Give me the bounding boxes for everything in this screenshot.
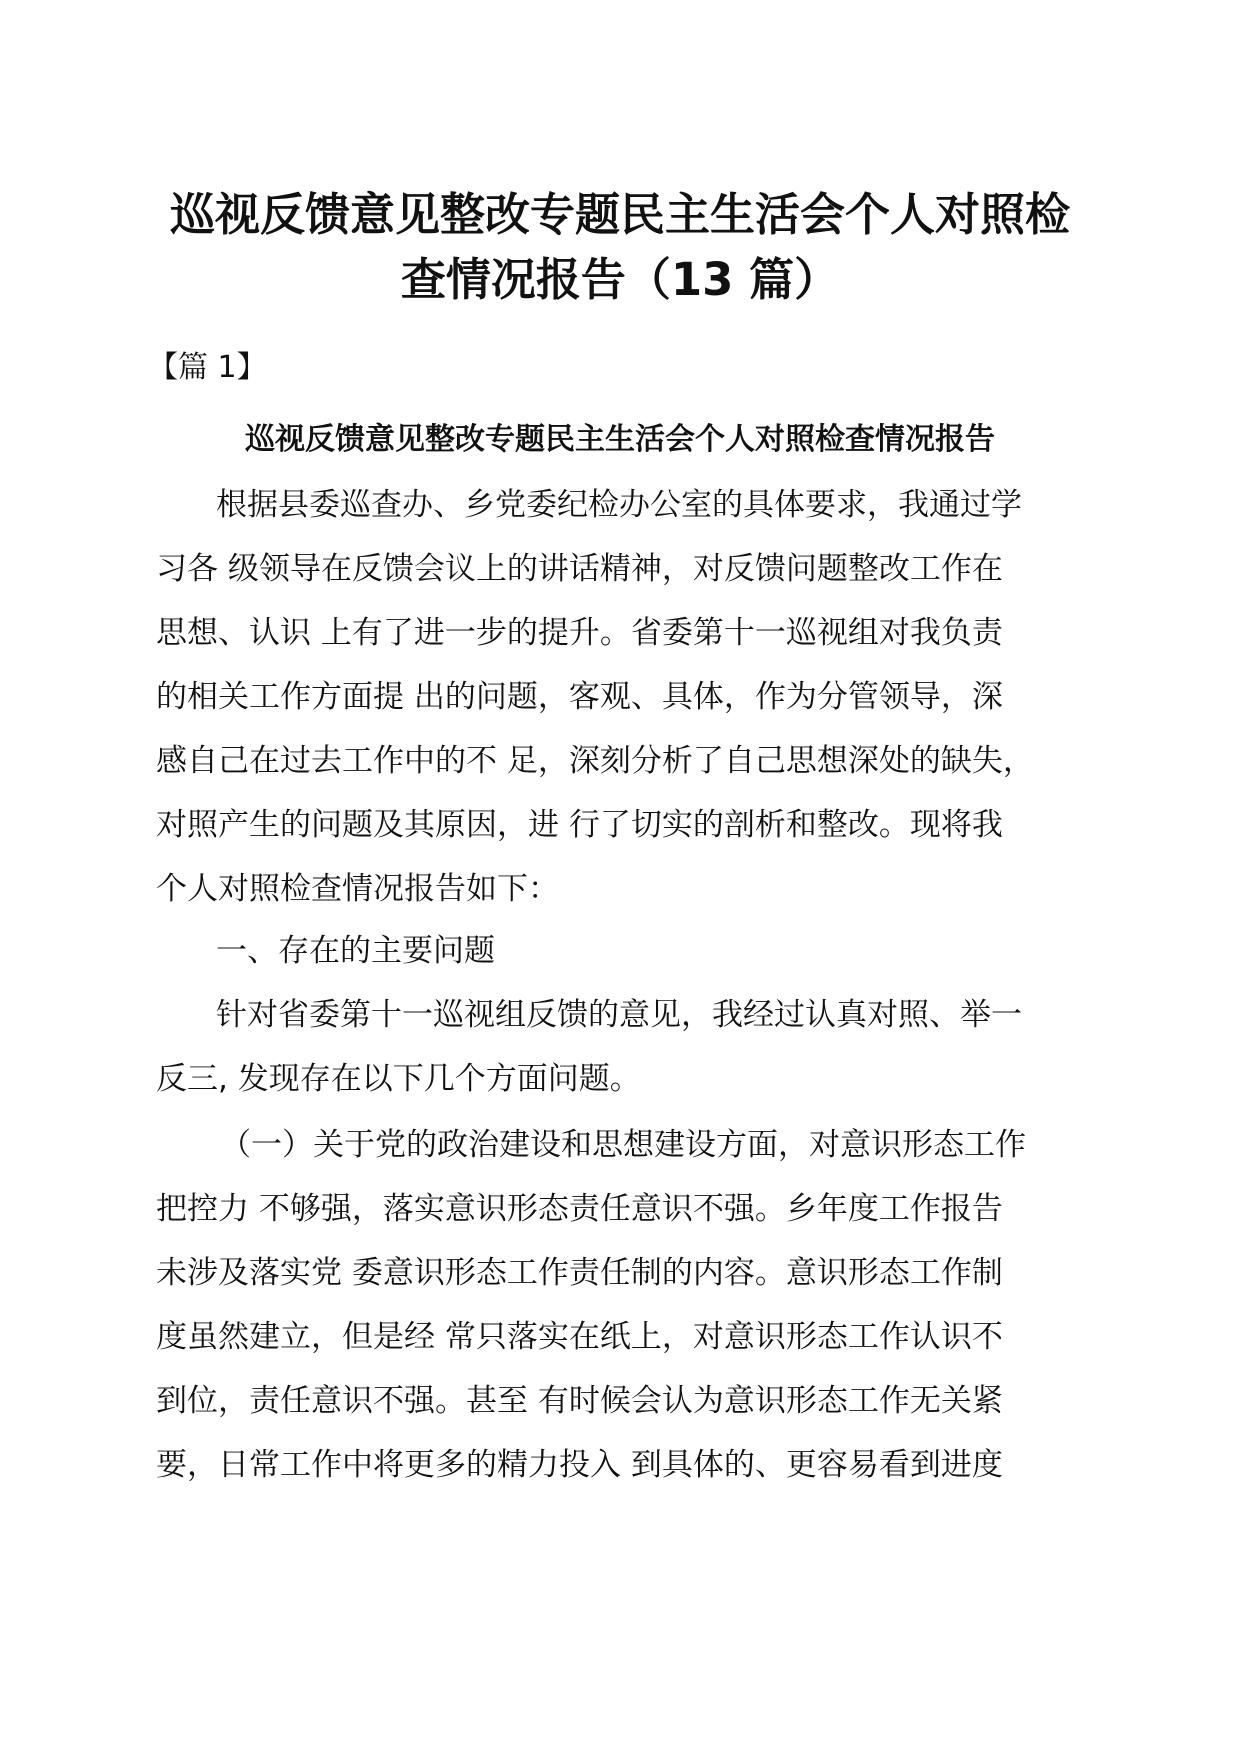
text-line: 到位，责任意识不强。甚至 有时候会认为意识形态工作无关紧 [156,1383,1003,1419]
text-line: 根据县委巡查办、乡党委纪检办公室的具体要求，我通过学 [216,487,1022,523]
text-line: 针对省委第十一巡视组反馈的意见，我经过认真对照、举一 [216,997,1022,1033]
text-line: 个人对照检查情况报告如下： [156,871,559,907]
section-subtitle: 巡视反馈意见整改专题民主生活会个人对照检查情况报告 [245,422,995,457]
text-line: （一）关于党的政治建设和思想建设方面，对意识形态工作 [220,1127,1026,1163]
piece-label: 【篇 1】 [148,350,267,385]
paragraph-intro [156,473,1086,921]
text-line: 思想、认识 上有了进一步的提升。省委第十一巡视组对我负责 [156,615,1003,651]
text-line: 的相关工作方面提 出的问题，客观、具体，作为分管领导，深 [156,679,1003,715]
paragraph-political-construction [156,1113,1086,1497]
text-line: 习各 级领导在反馈会议上的讲话精神，对反馈问题整改工作在 [156,551,1003,587]
paragraph-problems-intro [156,983,1086,1111]
text-line: 反三, 发现存在以下几个方面问题。 [156,1061,641,1097]
heading-main-problems: 一、存在的主要问题 [216,933,495,969]
text-line: 要，日常工作中将更多的精力投入 到具体的、更容易看到进度 [156,1447,1003,1483]
text-line: 度虽然建立，但是经 常只落实在纸上，对意识形态工作认识不 [156,1319,1003,1355]
document-title-line-1: 巡视反馈意见整改专题民主生活会个人对照检 [169,188,1070,241]
text-line: 把控力 不够强，落实意识形态责任意识不强。乡年度工作报告 [156,1191,1003,1227]
text-line: 未涉及落实党 委意识形态工作责任制的内容。意识形态工作制 [156,1255,1003,1291]
text-line: 对照产生的问题及其原因，进 行了切实的剖析和整改。现将我 [156,807,1003,843]
text-line: 感自己在过去工作中的不 足，深刻分析了自己思想深处的缺失， [156,743,1034,779]
document-title-line-2: 查情况报告（13 篇） [400,253,840,306]
